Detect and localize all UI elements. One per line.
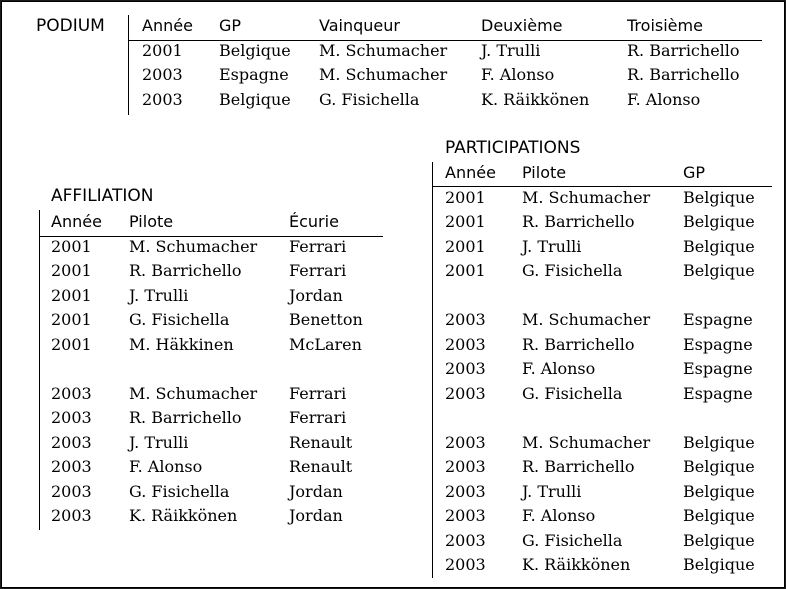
participations-row: [445, 431, 783, 456]
participations-cell: G. Fisichella: [522, 383, 623, 403]
participations-cell: G. Fisichella: [522, 261, 623, 280]
affiliation-header-row: [51, 210, 389, 235]
participations-cell: M. Schumacher: [522, 310, 651, 329]
participations-cell: 2003: [445, 530, 486, 550]
podium-column-header: Troisième: [627, 16, 703, 35]
participations-cell: J. Trulli: [522, 481, 582, 501]
participations-cell: G. Fisichella: [522, 530, 623, 550]
affiliation-cell: K. Räikkönen: [129, 506, 238, 525]
podium-row: [142, 39, 767, 64]
participations-row: [445, 382, 783, 407]
affiliation-cell: 2001: [51, 261, 92, 280]
affiliation-cell: J. Trulli: [129, 285, 189, 305]
participations-cell: 2003: [445, 310, 486, 329]
affiliation-cell: R. Barrichello: [129, 408, 242, 427]
participations-cell: 2003: [445, 481, 486, 501]
podium-column-header: Vainqueur: [319, 16, 400, 35]
affiliation-divider: [39, 210, 40, 530]
affiliation-cell: M. Häkkinen: [129, 334, 234, 354]
participations-divider: [432, 162, 433, 578]
affiliation-cell: McLaren: [289, 334, 362, 354]
affiliation-cell: 2001: [51, 285, 92, 305]
podium-cell: K. Räikkönen: [481, 89, 590, 109]
participations-cell: Belgique: [683, 187, 755, 207]
participations-cell: 2001: [445, 187, 486, 207]
affiliation-cell: Jordan: [289, 506, 343, 525]
participations-row: [445, 186, 783, 211]
participations-cell: Espagne: [683, 359, 753, 378]
participations-row: [445, 235, 783, 260]
participations-cell: 2003: [445, 555, 486, 574]
participations-cell: M. Schumacher: [522, 187, 651, 207]
affiliation-cell: G. Fisichella: [129, 310, 230, 329]
podium-header-row: [142, 14, 767, 39]
participations-cell: F. Alonso: [522, 359, 596, 378]
affiliation-cell: Ferrari: [289, 236, 347, 256]
podium-cell: F. Alonso: [481, 65, 555, 84]
participations-row: [445, 259, 783, 284]
affiliation-cell: Jordan: [289, 285, 343, 305]
affiliation-table: [51, 210, 389, 529]
affiliation-cell: 2003: [51, 383, 92, 403]
participations-row: [445, 529, 783, 554]
podium-title: PODIUM: [36, 16, 105, 36]
podium-cell: Belgique: [219, 40, 291, 60]
participations-cell: Belgique: [683, 261, 755, 280]
podium-divider: [128, 15, 129, 115]
affiliation-row: [51, 333, 389, 358]
participations-row: [445, 455, 783, 480]
affiliation-cell: 2003: [51, 408, 92, 427]
participations-cell: Belgique: [683, 236, 755, 256]
affiliation-cell: 2001: [51, 310, 92, 329]
affiliation-cell: Renault: [289, 432, 353, 452]
participations-cell: R. Barrichello: [522, 212, 635, 231]
participations-row: [445, 480, 783, 505]
participations-cell: Belgique: [683, 506, 755, 525]
participations-cell: 2003: [445, 359, 486, 378]
affiliation-cell: F. Alonso: [129, 457, 203, 476]
participations-cell: 2003: [445, 432, 486, 452]
affiliation-cell: G. Fisichella: [129, 481, 230, 501]
participations-cell: 2003: [445, 506, 486, 525]
affiliation-column-header: Écurie: [289, 212, 339, 231]
affiliation-row: [51, 431, 389, 456]
podium-cell: M. Schumacher: [319, 65, 448, 84]
affiliation-title: AFFILIATION: [51, 186, 154, 206]
affiliation-cell: 2003: [51, 432, 92, 452]
participations-cell: F. Alonso: [522, 506, 596, 525]
podium-column-header: GP: [219, 16, 242, 35]
podium-cell: Espagne: [219, 65, 289, 84]
participations-cell: M. Schumacher: [522, 432, 651, 452]
affiliation-cell: Ferrari: [289, 408, 347, 427]
podium-cell: 2001: [142, 40, 183, 60]
affiliation-cell: Jordan: [289, 481, 343, 501]
podium-cell: R. Barrichello: [627, 65, 740, 84]
participations-cell: Belgique: [683, 481, 755, 501]
participations-row: [445, 504, 783, 529]
affiliation-cell: M. Schumacher: [129, 236, 258, 256]
participations-title: PARTICIPATIONS: [445, 138, 581, 158]
participations-cell: 2001: [445, 236, 486, 256]
affiliation-cell: R. Barrichello: [129, 261, 242, 280]
participations-cell: R. Barrichello: [522, 457, 635, 476]
participations-cell: 2001: [445, 212, 486, 231]
participations-cell: Espagne: [683, 383, 753, 403]
podium-column-header: Année: [142, 16, 193, 35]
participations-row: [445, 357, 783, 382]
affiliation-column-header: Pilote: [129, 212, 174, 231]
participations-cell: Espagne: [683, 310, 753, 329]
participations-cell: Belgique: [683, 212, 755, 231]
podium-cell: F. Alonso: [627, 89, 701, 109]
affiliation-row: [51, 382, 389, 407]
participations-cell: J. Trulli: [522, 236, 582, 256]
podium-row: [142, 63, 767, 88]
affiliation-cell: Benetton: [289, 310, 363, 329]
podium-cell: 2003: [142, 65, 183, 84]
participations-cell: 2003: [445, 383, 486, 403]
affiliation-row: [51, 504, 389, 529]
podium-cell: Belgique: [219, 89, 291, 109]
participations-cell: K. Räikkönen: [522, 555, 631, 574]
participations-row: [445, 308, 783, 333]
affiliation-row: [51, 235, 389, 260]
affiliation-group-spacer: [51, 357, 389, 382]
participations-column-header: Année: [445, 163, 496, 182]
affiliation-cell: 2003: [51, 481, 92, 501]
participations-cell: Belgique: [683, 530, 755, 550]
affiliation-row: [51, 259, 389, 284]
participations-row: [445, 333, 783, 358]
affiliation-row: [51, 308, 389, 333]
participations-cell: R. Barrichello: [522, 334, 635, 354]
affiliation-cell: Ferrari: [289, 261, 347, 280]
participations-cell: 2001: [445, 261, 486, 280]
affiliation-row: [51, 406, 389, 431]
participations-header-row: [445, 161, 783, 186]
affiliation-cell: J. Trulli: [129, 432, 189, 452]
participations-group-spacer: [445, 284, 783, 309]
participations-cell: Belgique: [683, 555, 755, 574]
affiliation-row: [51, 480, 389, 505]
participations-cell: Belgique: [683, 457, 755, 476]
participations-cell: Espagne: [683, 334, 753, 354]
podium-cell: 2003: [142, 89, 183, 109]
affiliation-column-header: Année: [51, 212, 102, 231]
podium-cell: M. Schumacher: [319, 40, 448, 60]
participations-column-header: Pilote: [522, 163, 567, 182]
affiliation-cell: 2003: [51, 457, 92, 476]
affiliation-row: [51, 455, 389, 480]
affiliation-cell: 2001: [51, 334, 92, 354]
affiliation-cell: Renault: [289, 457, 353, 476]
affiliation-cell: 2003: [51, 506, 92, 525]
affiliation-row: [51, 284, 389, 309]
participations-cell: Belgique: [683, 432, 755, 452]
participations-group-spacer: [445, 406, 783, 431]
participations-cell: 2003: [445, 457, 486, 476]
podium-column-header: Deuxième: [481, 16, 563, 35]
affiliation-cell: Ferrari: [289, 383, 347, 403]
podium-cell: G. Fisichella: [319, 89, 420, 109]
participations-table: [445, 161, 783, 578]
affiliation-cell: M. Schumacher: [129, 383, 258, 403]
participations-row: [445, 210, 783, 235]
podium-cell: J. Trulli: [481, 40, 541, 60]
participations-column-header: GP: [683, 163, 706, 182]
podium-row: [142, 88, 767, 113]
podium-cell: R. Barrichello: [627, 40, 740, 60]
slide: [1, 1, 785, 588]
participations-row: [445, 553, 783, 578]
affiliation-cell: 2001: [51, 236, 92, 256]
participations-cell: 2003: [445, 334, 486, 354]
podium-table: [142, 14, 767, 112]
